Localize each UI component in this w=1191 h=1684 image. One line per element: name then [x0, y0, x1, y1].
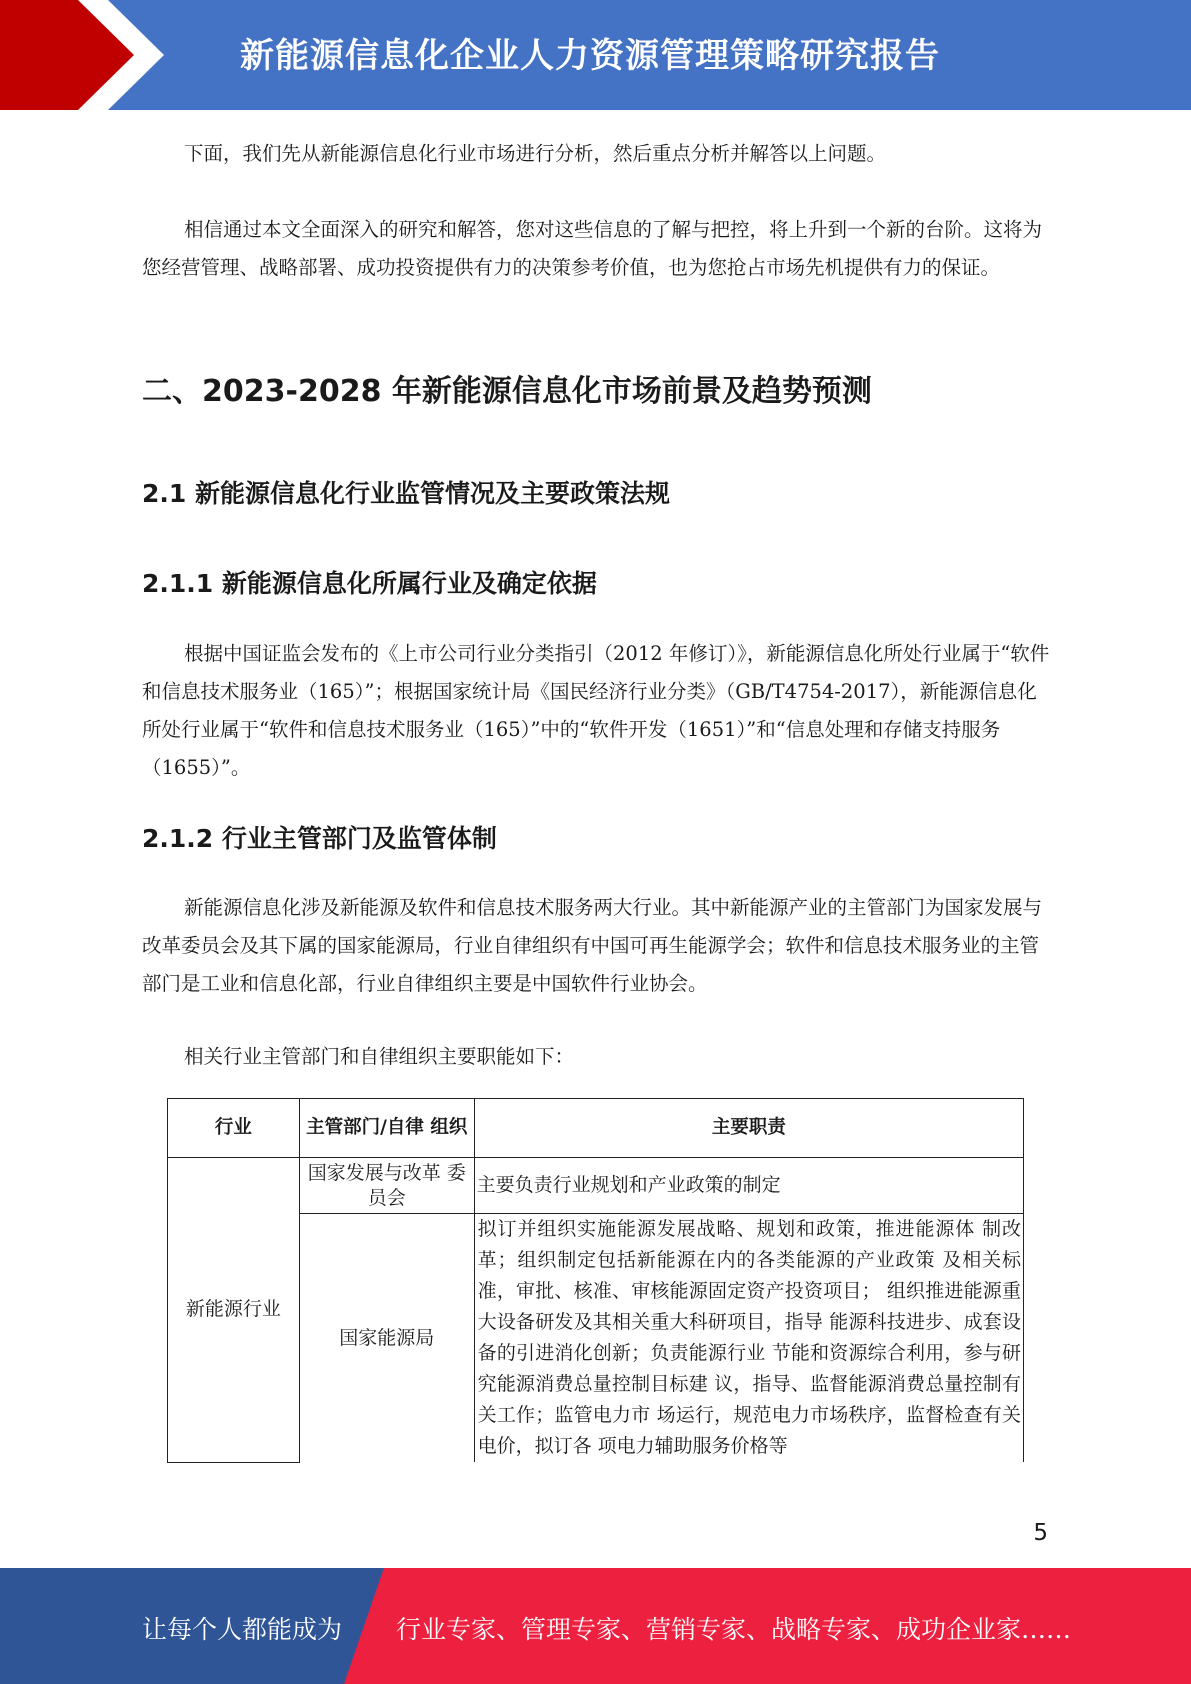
- intro-paragraph-1: 下面，我们先从新能源信息化行业市场进行分析，然后重点分析并解答以上问题。: [184, 142, 887, 165]
- header-banner: [0, 0, 1191, 110]
- duty-cell: 主要负责行业规划和产业政策的制定: [474, 1158, 1023, 1214]
- section-2-1-2-heading: 2.1.2 行业主管部门及监管体制: [142, 824, 497, 853]
- duty-cell: 拟订并组织实施能源发展战略、规划和政策，推进能源体 制改革；组织制定包括新能源在内的各类能源的产业政策 及相关标准，审批、核准、审核能源固定资产投资项目； 组织推进能源重大设备研发及其相关重大科研项目，指导 能源科技进步、成套设备的引进消化创新；负责能源行业 节能和资源综合利用，参与研究能源消费总量控制目标建 议，指导、监督能源消费总量控制有关工作；监管电力市 场运行，规范电力市场秩序，监督检查有关电价，拟订各 项电力辅助服务价格等: [474, 1214, 1023, 1463]
- header-department: 主管部门/自律 组织: [299, 1099, 474, 1158]
- table-row: [168, 1158, 1024, 1214]
- footer-slogan-left: 让每个人都能成为: [142, 1615, 343, 1644]
- footer-slogan-right: 行业专家、管理专家、营销专家、战略专家、成功企业家……: [396, 1615, 1072, 1644]
- table-header-row: [168, 1099, 1024, 1158]
- industry-cell: 新能源行业: [168, 1158, 300, 1463]
- header-industry: 行业: [168, 1099, 300, 1158]
- report-title: 新能源信息化企业人力资源管理策略研究报告: [240, 36, 940, 76]
- page-number: 5: [1033, 1520, 1048, 1546]
- intro-paragraph-2: 相信通过本文全面深入的研究和解答，您对这些信息的了解与把控，将上升到一个新的台阶。这将为您经营管理、战略部署、成功投资提供有力的决策参考价值，也为您抢占市场先机提供有力的保证。: [142, 218, 1043, 279]
- section-2-1-heading: 2.1 新能源信息化行业监管情况及主要政策法规: [142, 479, 670, 508]
- footer-banner: [0, 1568, 1191, 1684]
- department-cell: 国家发展与改革 委员会: [299, 1158, 474, 1214]
- table-intro: 相关行业主管部门和自律组织主要职能如下：: [184, 1045, 575, 1068]
- section-2-heading: 二、2023-2028 年新能源信息化市场前景及趋势预测: [142, 374, 872, 409]
- department-cell: 国家能源局: [299, 1214, 474, 1463]
- regulator-duty-table: [167, 1098, 1024, 1463]
- industry-classification-paragraph: 根据中国证监会发布的《上市公司行业分类指引（2012 年修订）》，新能源信息化所处行业属于“软件和信息技术服务业（165）”；根据国家统计局《国民经济行业分类》（GB/T4754-2017），新能源信息化所处行业属于“软件和信息技术服务业（165）”中的“软件开发（1651）”和“信息处理和存储支持服务（1655）”。: [142, 642, 1050, 779]
- regulation-paragraph: 新能源信息化涉及新能源及软件和信息技术服务两大行业。其中新能源产业的主管部门为国家发展与改革委员会及其下属的国家能源局，行业自律组织有中国可再生能源学会；软件和信息技术服务业的主管部门是工业和信息化部，行业自律组织主要是中国软件行业协会。: [142, 896, 1043, 995]
- header-duty: 主要职责: [474, 1099, 1023, 1158]
- section-2-1-1-heading: 2.1.1 新能源信息化所属行业及确定依据: [142, 569, 597, 598]
